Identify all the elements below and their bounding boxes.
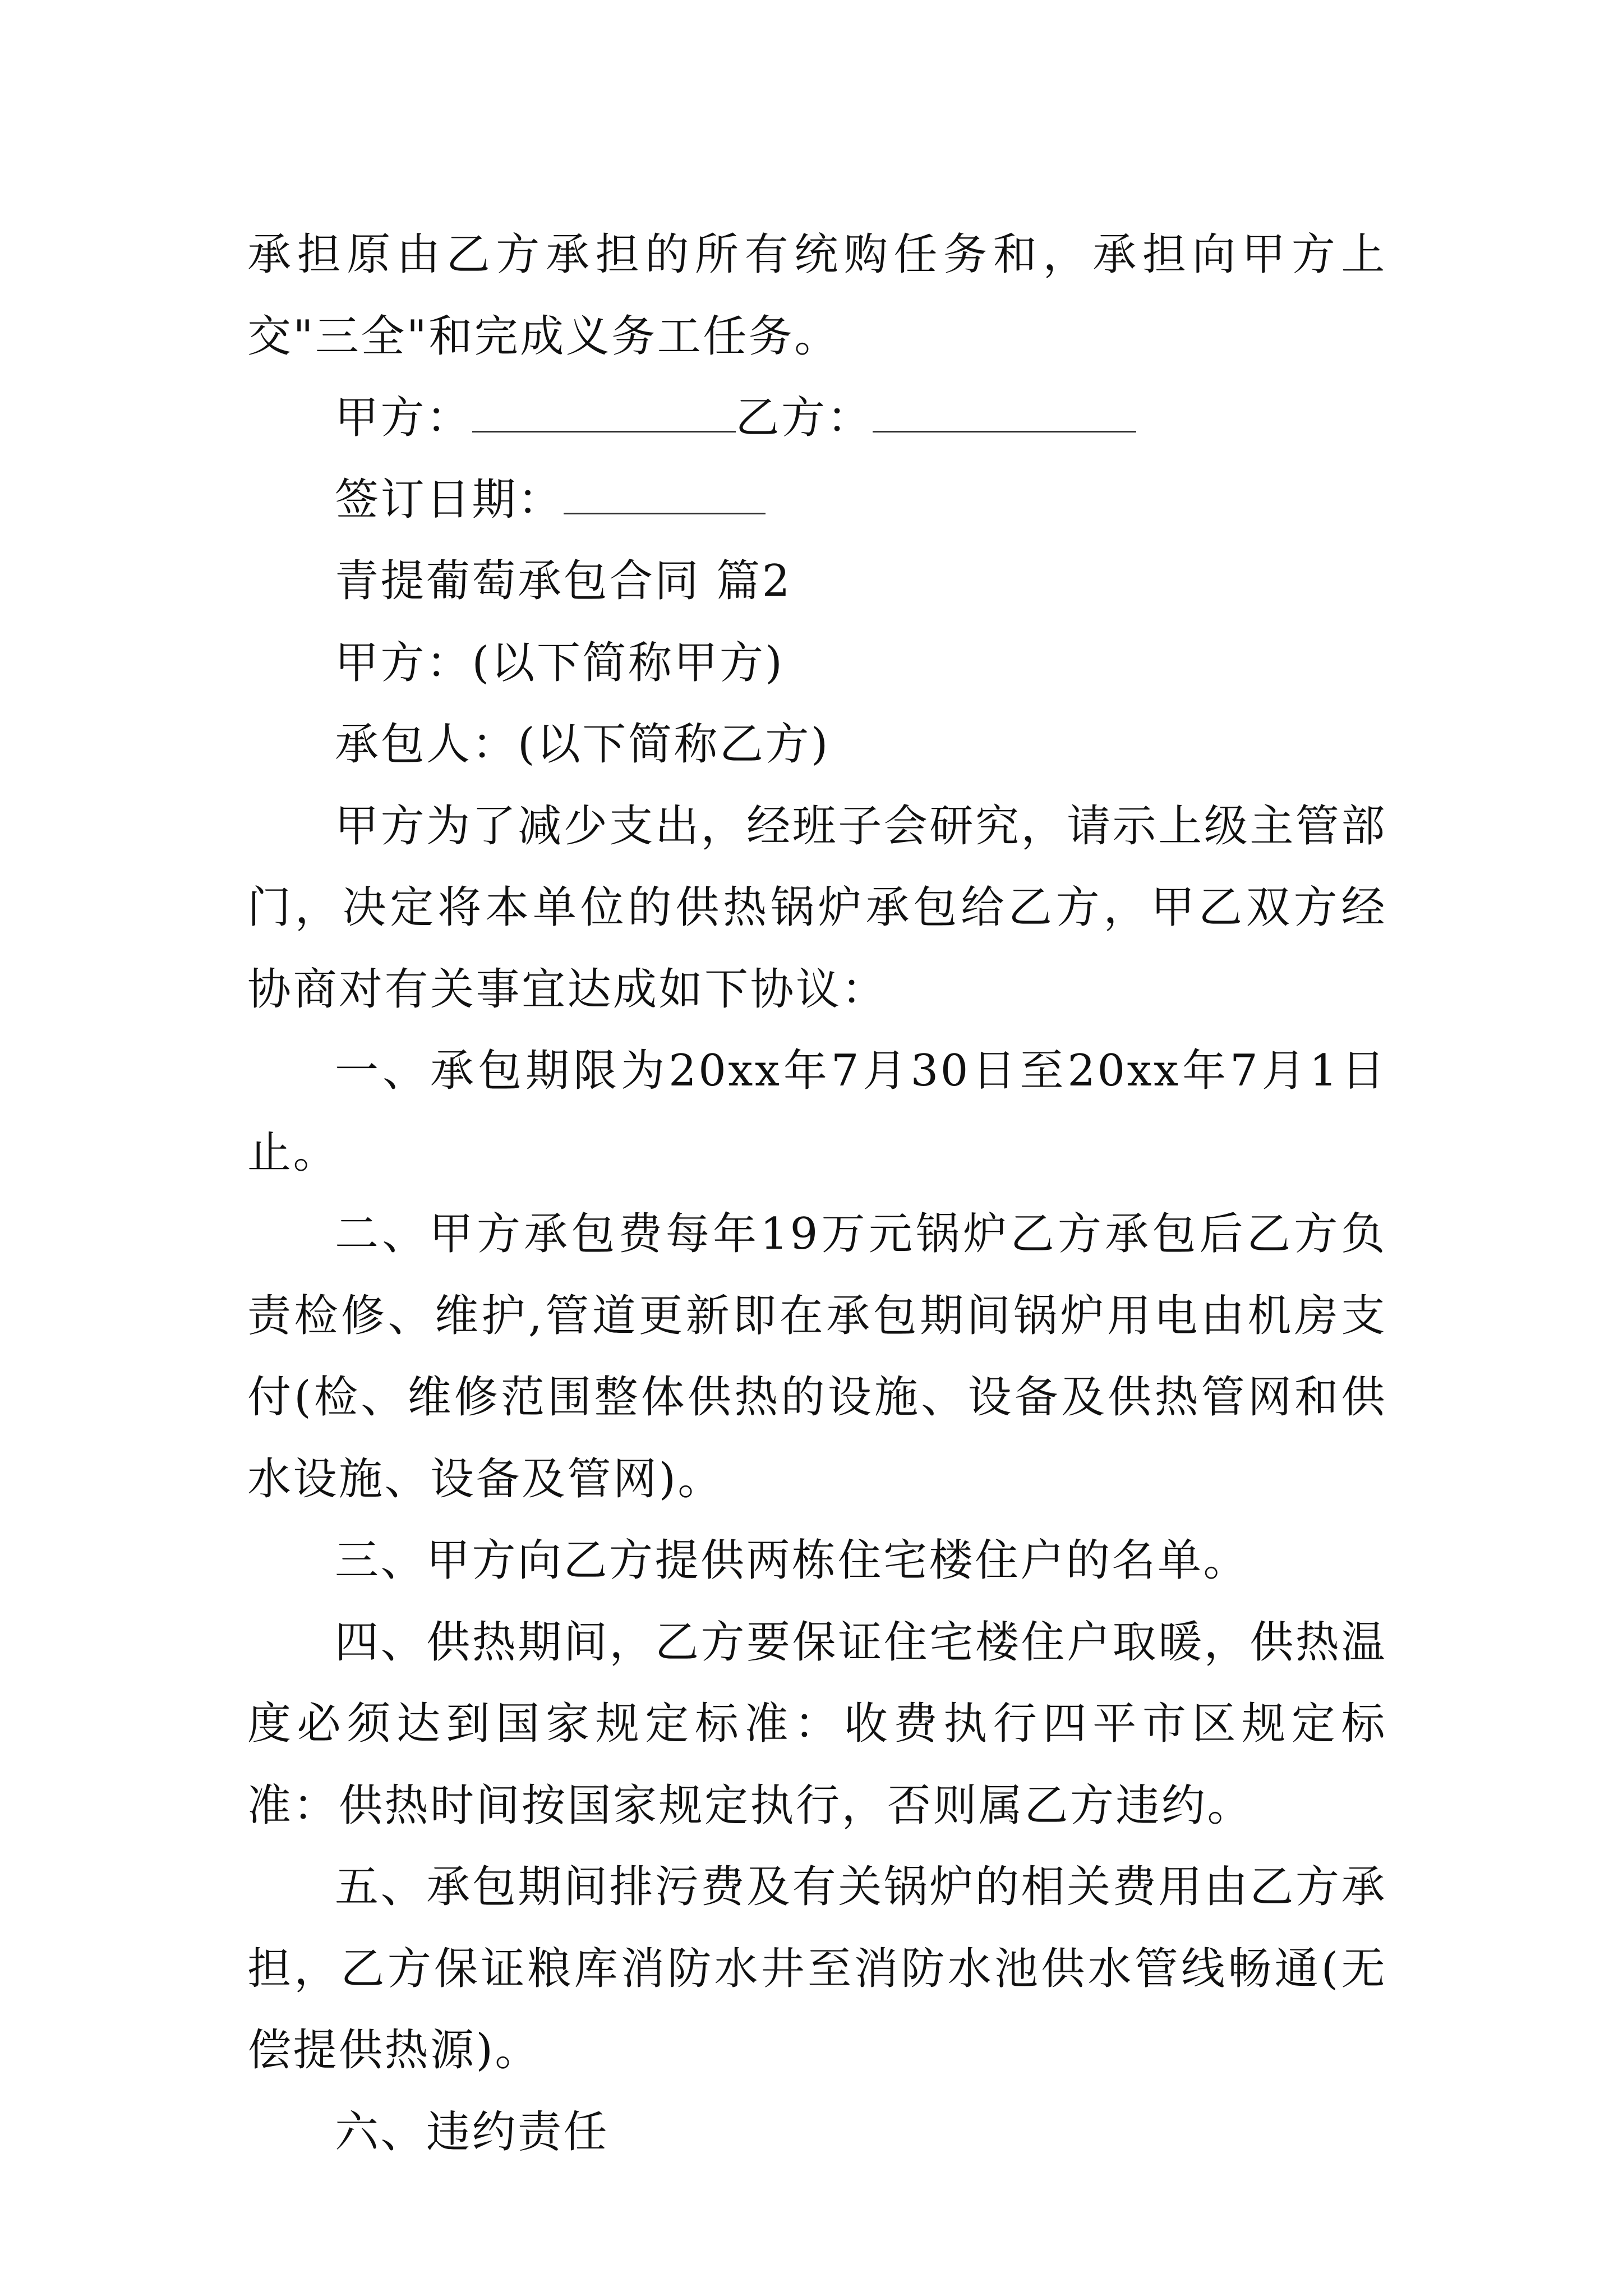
clause-1: 一、承包期限为20xx年7月30日至20xx年7月1日止。 xyxy=(247,1046,1387,1178)
signature-line xyxy=(247,378,1387,459)
clause-3: 三、甲方向乙方提供两栋住宅楼住户的名单。 xyxy=(335,1535,1249,1586)
signing-date-label: 签订日期： xyxy=(335,474,564,525)
signing-date-blank xyxy=(564,476,766,514)
contract-section-title: 青提葡萄承包合同 篇2 xyxy=(335,556,792,606)
clause-2: 二、甲方承包费每年19万元锅炉乙方承包后乙方负责检修、维护,管道更新即在承包期间锅炉用电由机房支付(检、维修范围整体供热的设施、设备及供热管网和供水设施、设备及管网)。 xyxy=(247,1209,1387,1504)
signing-date-line xyxy=(247,459,1387,541)
paragraph-preamble: 甲方为了减少支出，经班子会研究，请示上级主管部门，决定将本单位的供热锅炉承包给乙方，甲乙双方经协商对有关事宜达成如下协议： xyxy=(247,800,1387,1015)
party-a-label: 甲方： xyxy=(335,393,472,443)
party-b-blank xyxy=(873,394,1136,432)
paragraph-continuation: 承担原由乙方承担的所有统购任务和，承担向甲方上交"三全"和完成义务工任务。 xyxy=(247,229,1387,362)
contractor-definition: 承包人：(以下简称乙方) xyxy=(335,719,830,770)
party-a-blank xyxy=(472,394,736,432)
party-a-definition: 甲方：(以下简称甲方) xyxy=(335,637,785,688)
clause-6-heading: 六、违约责任 xyxy=(335,2106,610,2157)
clause-5: 五、承包期间排污费及有关锅炉的相关费用由乙方承担，乙方保证粮库消防水井至消防水池供水管线畅通(无偿提供热源)。 xyxy=(247,1862,1387,2076)
party-b-label: 乙方： xyxy=(735,393,873,443)
clause-4: 四、供热期间，乙方要保证住宅楼住户取暖，供热温度必须达到国家规定标准：收费执行四平市区规定标准：供热时间按国家规定执行，否则属乙方违约。 xyxy=(247,1617,1387,1831)
document-body xyxy=(247,214,1387,2173)
